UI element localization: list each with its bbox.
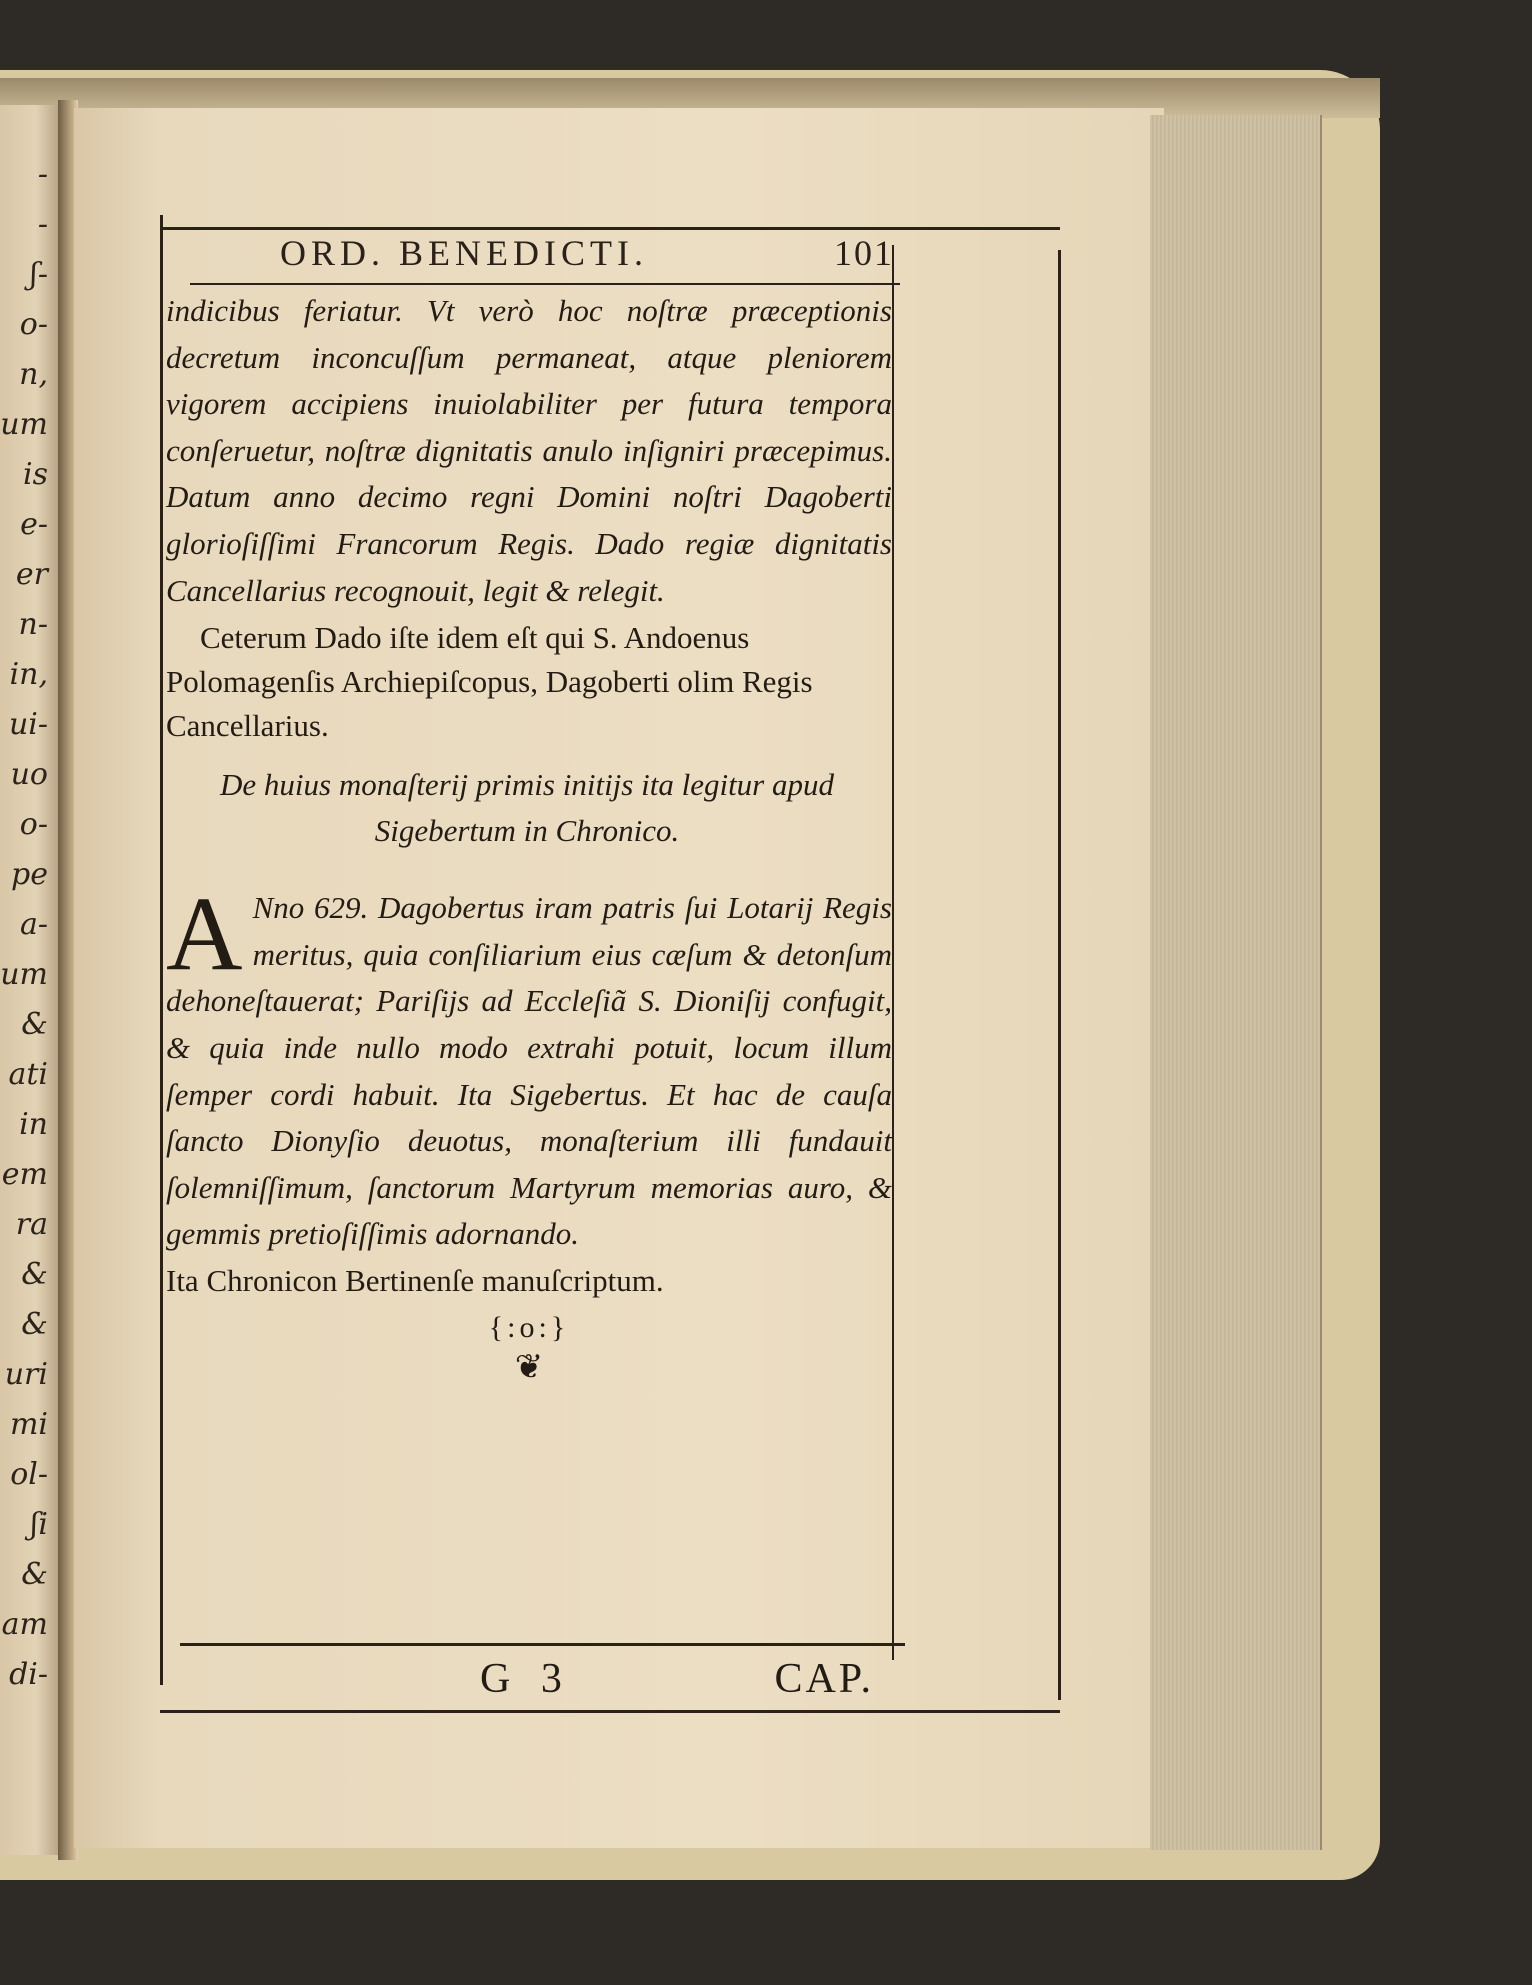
foot-rule xyxy=(180,1643,905,1646)
margin-fragment: er xyxy=(15,557,48,592)
margin-fragment: ui- xyxy=(8,707,48,742)
frame-rule-right xyxy=(1058,250,1061,1700)
section-heading: De huius monaſterij primis initijs ita legitur apud Sigebertum in Chronico. xyxy=(220,767,834,849)
head-rule xyxy=(190,283,900,285)
left-page-line-fragments xyxy=(0,150,48,1700)
margin-fragment: di- xyxy=(9,1657,48,1692)
end-ornament-text: {:o:} xyxy=(488,1310,570,1344)
margin-fragment: & xyxy=(21,1307,48,1342)
margin-fragment: in xyxy=(19,1107,48,1142)
margin-fragment: uri xyxy=(4,1357,48,1392)
margin-fragment: a- xyxy=(19,907,48,942)
margin-fragment: o- xyxy=(19,307,48,342)
margin-fragment: pe xyxy=(11,857,48,892)
margin-fragment: ra xyxy=(15,1207,48,1242)
margin-fragment: um xyxy=(0,957,48,992)
margin-fragment: ati xyxy=(8,1057,48,1092)
frame-rule-top xyxy=(160,227,1060,230)
margin-fragment: is xyxy=(23,457,48,492)
margin-fragment: ʃ- xyxy=(29,257,48,292)
margin-fragment: n, xyxy=(19,357,48,392)
margin-fragment: e- xyxy=(20,507,48,542)
margin-fragment: am xyxy=(1,1607,48,1642)
frame-rule-left xyxy=(160,215,163,1685)
margin-fragment: um xyxy=(0,407,48,442)
margin-fragment: ol- xyxy=(10,1457,48,1492)
anno-text: Nno 629. Dagobertus iram patris ſui Lotarij Regis meritus, quia conſiliarium eius cæſum & detonſum dehoneſtauerat; Pariſijs ad Eccleſiã S. Dioniſij confugit, & quia inde nullo modo extrahi potuit, locum illum ſemper cordi habuit. Ita Sigebertus. Et hac de cauſa ſancto Dionyſio deuotus, monaſterium illi fundauit ſolemniſſimum, ſanctorum Martyrum memorias auro, & gemmis pretioſiſſimis adornando. xyxy=(166,890,892,1252)
signature-mark: G 3 xyxy=(480,1656,572,1702)
margin-fragment: mi xyxy=(9,1407,48,1442)
margin-fragment: - xyxy=(37,157,48,192)
margin-fragment: & xyxy=(21,1007,48,1042)
margin-fragment: - xyxy=(37,207,48,242)
running-head-title: ORD. BENEDICTI. xyxy=(280,233,648,273)
margin-fragment: em xyxy=(1,1157,48,1192)
fleuron-icon: ❦ xyxy=(514,1348,544,1386)
page-edges xyxy=(1150,115,1322,1850)
margin-fragment: in, xyxy=(9,657,48,692)
frame-rule-bottom xyxy=(160,1710,1060,1713)
paragraph-dado-note: Ceterum Dado iſte idem eſt qui S. Andoenus Polomagenſis Archiepiſcopus, Dagoberti olim Regis Cancellarius. xyxy=(166,620,813,744)
margin-fragment: uo xyxy=(10,757,48,792)
running-head xyxy=(280,232,900,278)
drop-capital: A xyxy=(166,875,243,993)
catchword: CAP. xyxy=(774,1656,874,1702)
page-number: 101 xyxy=(834,233,894,273)
anno-source-note: Ita Chronicon Bertinenſe manuſcriptum. xyxy=(166,1262,664,1298)
margin-fragment: o- xyxy=(19,807,48,842)
paragraph-charter-end: indicibus feriatur. Vt verò hoc noſtræ præceptionis decretum inconcuſſum permaneat, atque pleniorem vigorem accipiens inuiolabiliter per futura tempora conſeruetur, noſtræ dignitatis anulo inſigniri præcepimus. Datum anno decimo regni Domini noſtri Dagoberti glorioſiſſimi Francorum Regis. Dado regiæ dignitatis Cancellarius recognouit, legit & relegit. xyxy=(166,293,892,608)
margin-fragment: & xyxy=(21,1557,48,1592)
margin-fragment: n- xyxy=(18,607,48,642)
margin-fragment: & xyxy=(21,1257,48,1292)
page-body xyxy=(166,288,892,1387)
frame-rule-inner-right xyxy=(892,245,894,1660)
margin-fragment: ʃi xyxy=(30,1507,48,1542)
paragraph-anno-629 xyxy=(166,875,892,1304)
page-footer xyxy=(180,1655,880,1705)
